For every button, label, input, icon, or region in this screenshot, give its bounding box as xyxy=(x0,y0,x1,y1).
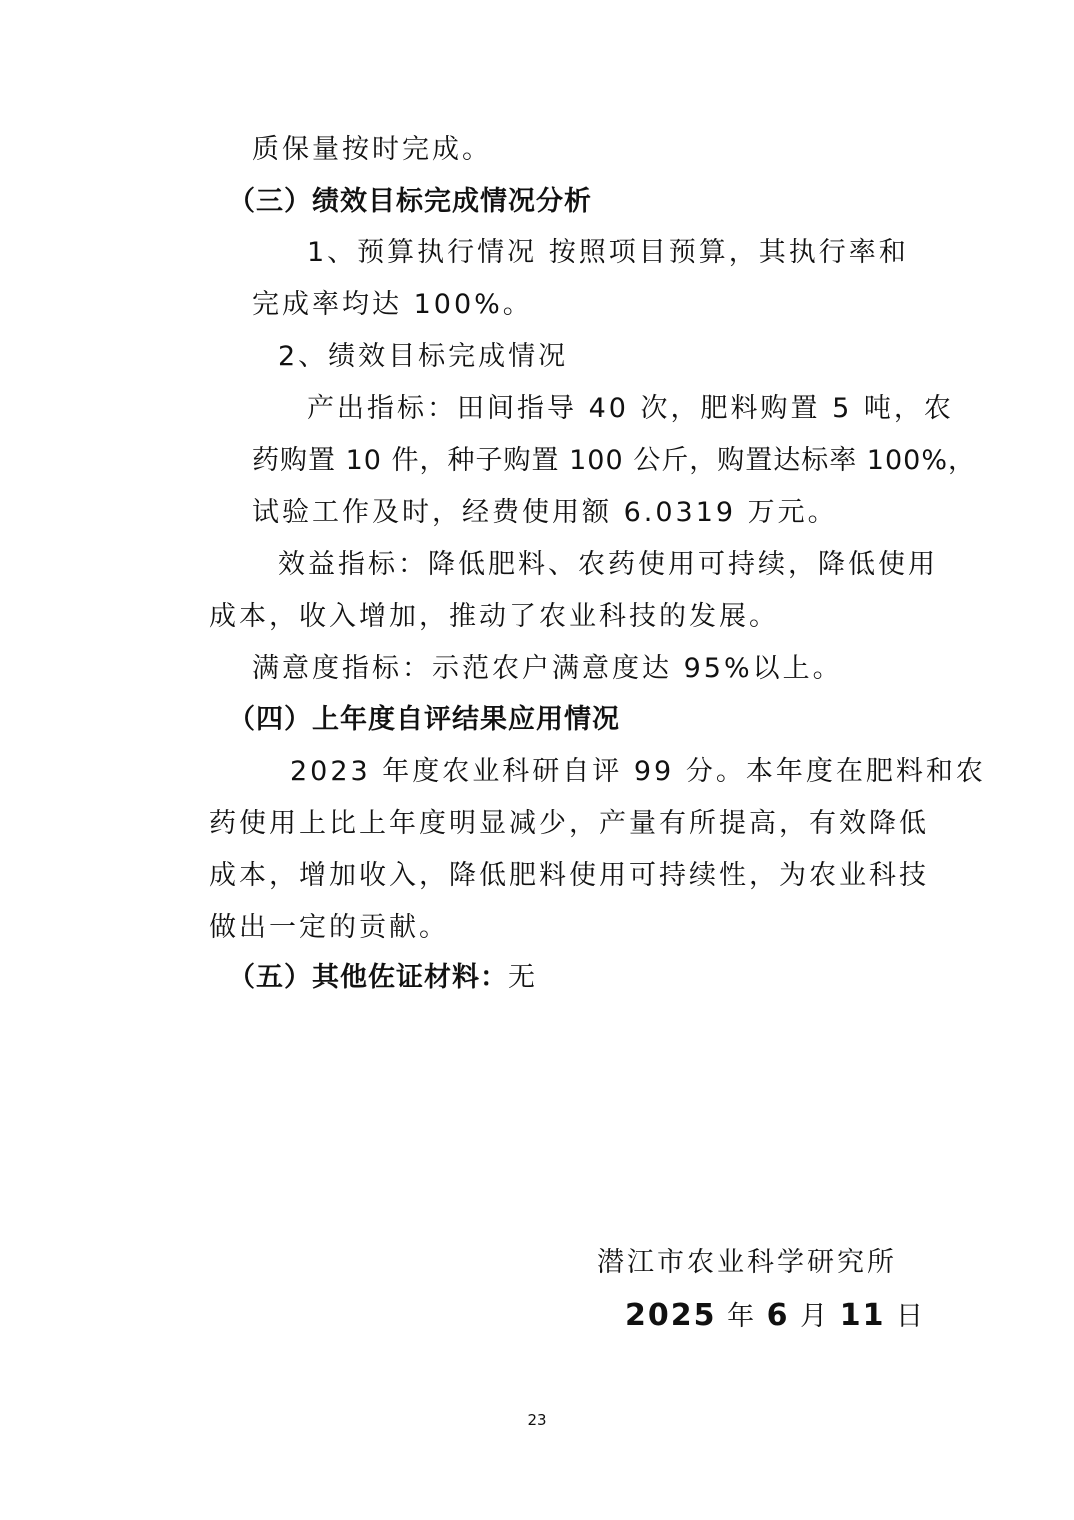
signature-org: 潜江市农业科学研究所 xyxy=(597,1247,897,1278)
date-month-unit: 月 xyxy=(789,1301,840,1332)
date-year-unit: 年 xyxy=(716,1301,767,1332)
body-line: 成本，收入增加，推动了农业科技的发展。 xyxy=(209,601,779,632)
date-day: 11 xyxy=(839,1298,886,1333)
section-heading-5-label: （五）其他佐证材料： xyxy=(228,962,508,993)
body-line: 1、预算执行情况 按照项目预算，其执行率和 xyxy=(307,237,909,268)
body-line: 药购置 10 件，种子购置 100 公斤，购置达标率 100%， xyxy=(252,445,976,476)
date-day-unit: 日 xyxy=(885,1301,926,1332)
body-line: 效益指标：降低肥料、农药使用可持续，降低使用 xyxy=(278,549,938,580)
page-number: 23 xyxy=(527,1411,547,1429)
body-line: 试验工作及时，经费使用额 6.0319 万元。 xyxy=(252,497,838,528)
section-heading-3: （三）绩效目标完成情况分析 xyxy=(228,186,592,217)
body-line: 产出指标：田间指导 40 次，肥料购置 5 吨，农 xyxy=(307,393,954,424)
section-heading-4: （四）上年度自评结果应用情况 xyxy=(228,704,620,735)
body-line: 成本，增加收入，降低肥料使用可持续性，为农业科技 xyxy=(209,860,929,891)
section-heading-5-value: 无 xyxy=(508,962,536,993)
signature-date xyxy=(625,1296,925,1337)
body-line: 完成率均达 100%。 xyxy=(252,289,533,320)
body-line: 质保量按时完成。 xyxy=(252,134,492,165)
date-month: 6 xyxy=(766,1298,790,1333)
body-line: 满意度指标：示范农户满意度达 95%以上。 xyxy=(252,653,843,684)
date-year: 2025 xyxy=(625,1298,717,1333)
body-line: 2、绩效目标完成情况 xyxy=(278,341,569,372)
section-heading-5 xyxy=(228,958,536,998)
body-line: 做出一定的贡献。 xyxy=(209,912,449,943)
body-line: 2023 年度农业科研自评 99 分。本年度在肥料和农 xyxy=(290,756,986,787)
body-line: 药使用上比上年度明显减少，产量有所提高，有效降低 xyxy=(209,808,929,839)
